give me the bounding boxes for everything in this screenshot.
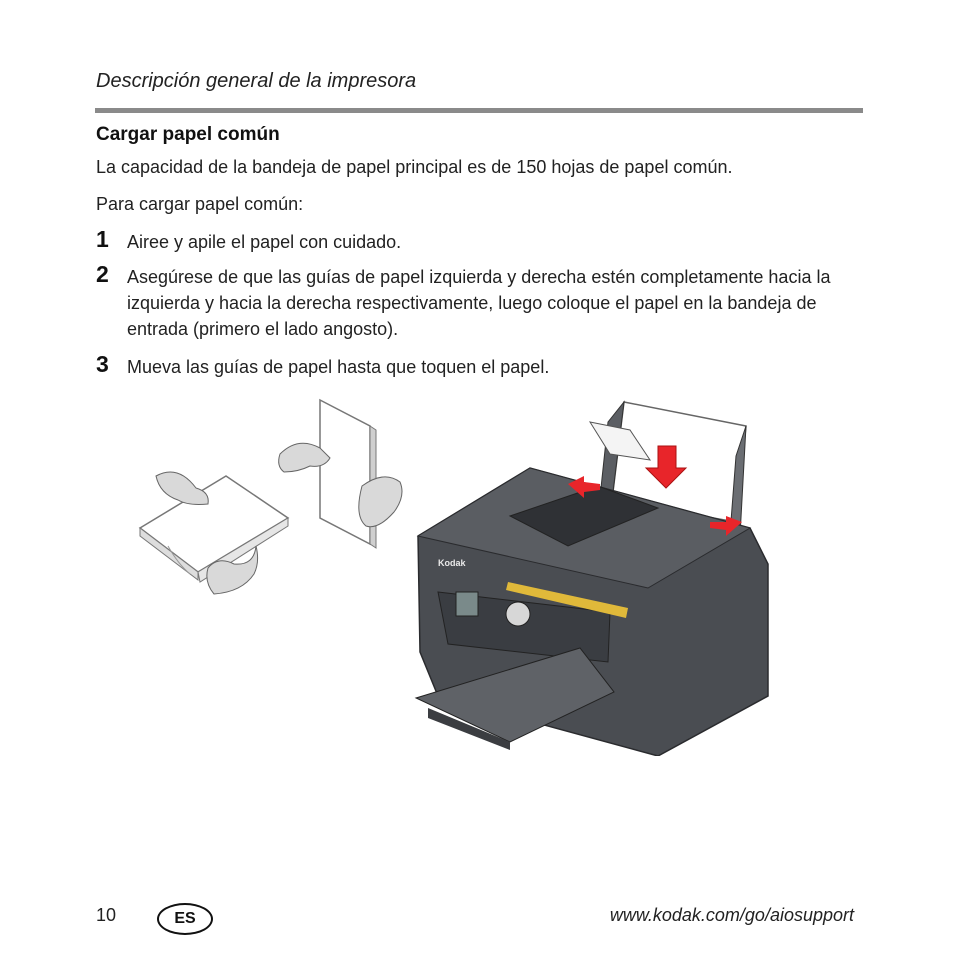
paper-upright-illustration [279, 400, 402, 548]
intro-paragraph: La capacidad de la bandeja de papel principal es de 150 hojas de papel común. [96, 157, 733, 177]
lead-paragraph: Para cargar papel común: [96, 194, 304, 214]
section-title: Cargar papel común [96, 124, 280, 145]
paper-stack-illustration [140, 472, 288, 594]
running-header: Descripción general de la impresora [96, 70, 417, 92]
printer-illustration [416, 402, 768, 756]
brand-logo: Kodak [438, 558, 466, 568]
step-text: Asegúrese de que las guías de papel izquierda y derecha estén completamente hacia la izquierda y hacia la derecha respectivamente, luego coloque el papel en la bandeja de entrada (primero el lado angosto). [127, 267, 831, 339]
page-number: 10 [96, 905, 117, 925]
step-text: Mueva las guías de papel hasta que toquen el papel. [127, 357, 550, 377]
header-rule [95, 108, 863, 113]
step-number: 2 [96, 261, 109, 287]
step-text: Airee y apile el papel con cuidado. [127, 232, 402, 252]
step-number: 3 [96, 351, 109, 377]
language-badge: ES [157, 903, 213, 935]
support-url: www.kodak.com/go/aiosupport [609, 905, 854, 925]
printer-loading-illustration [138, 396, 778, 756]
step-number: 1 [96, 226, 109, 252]
